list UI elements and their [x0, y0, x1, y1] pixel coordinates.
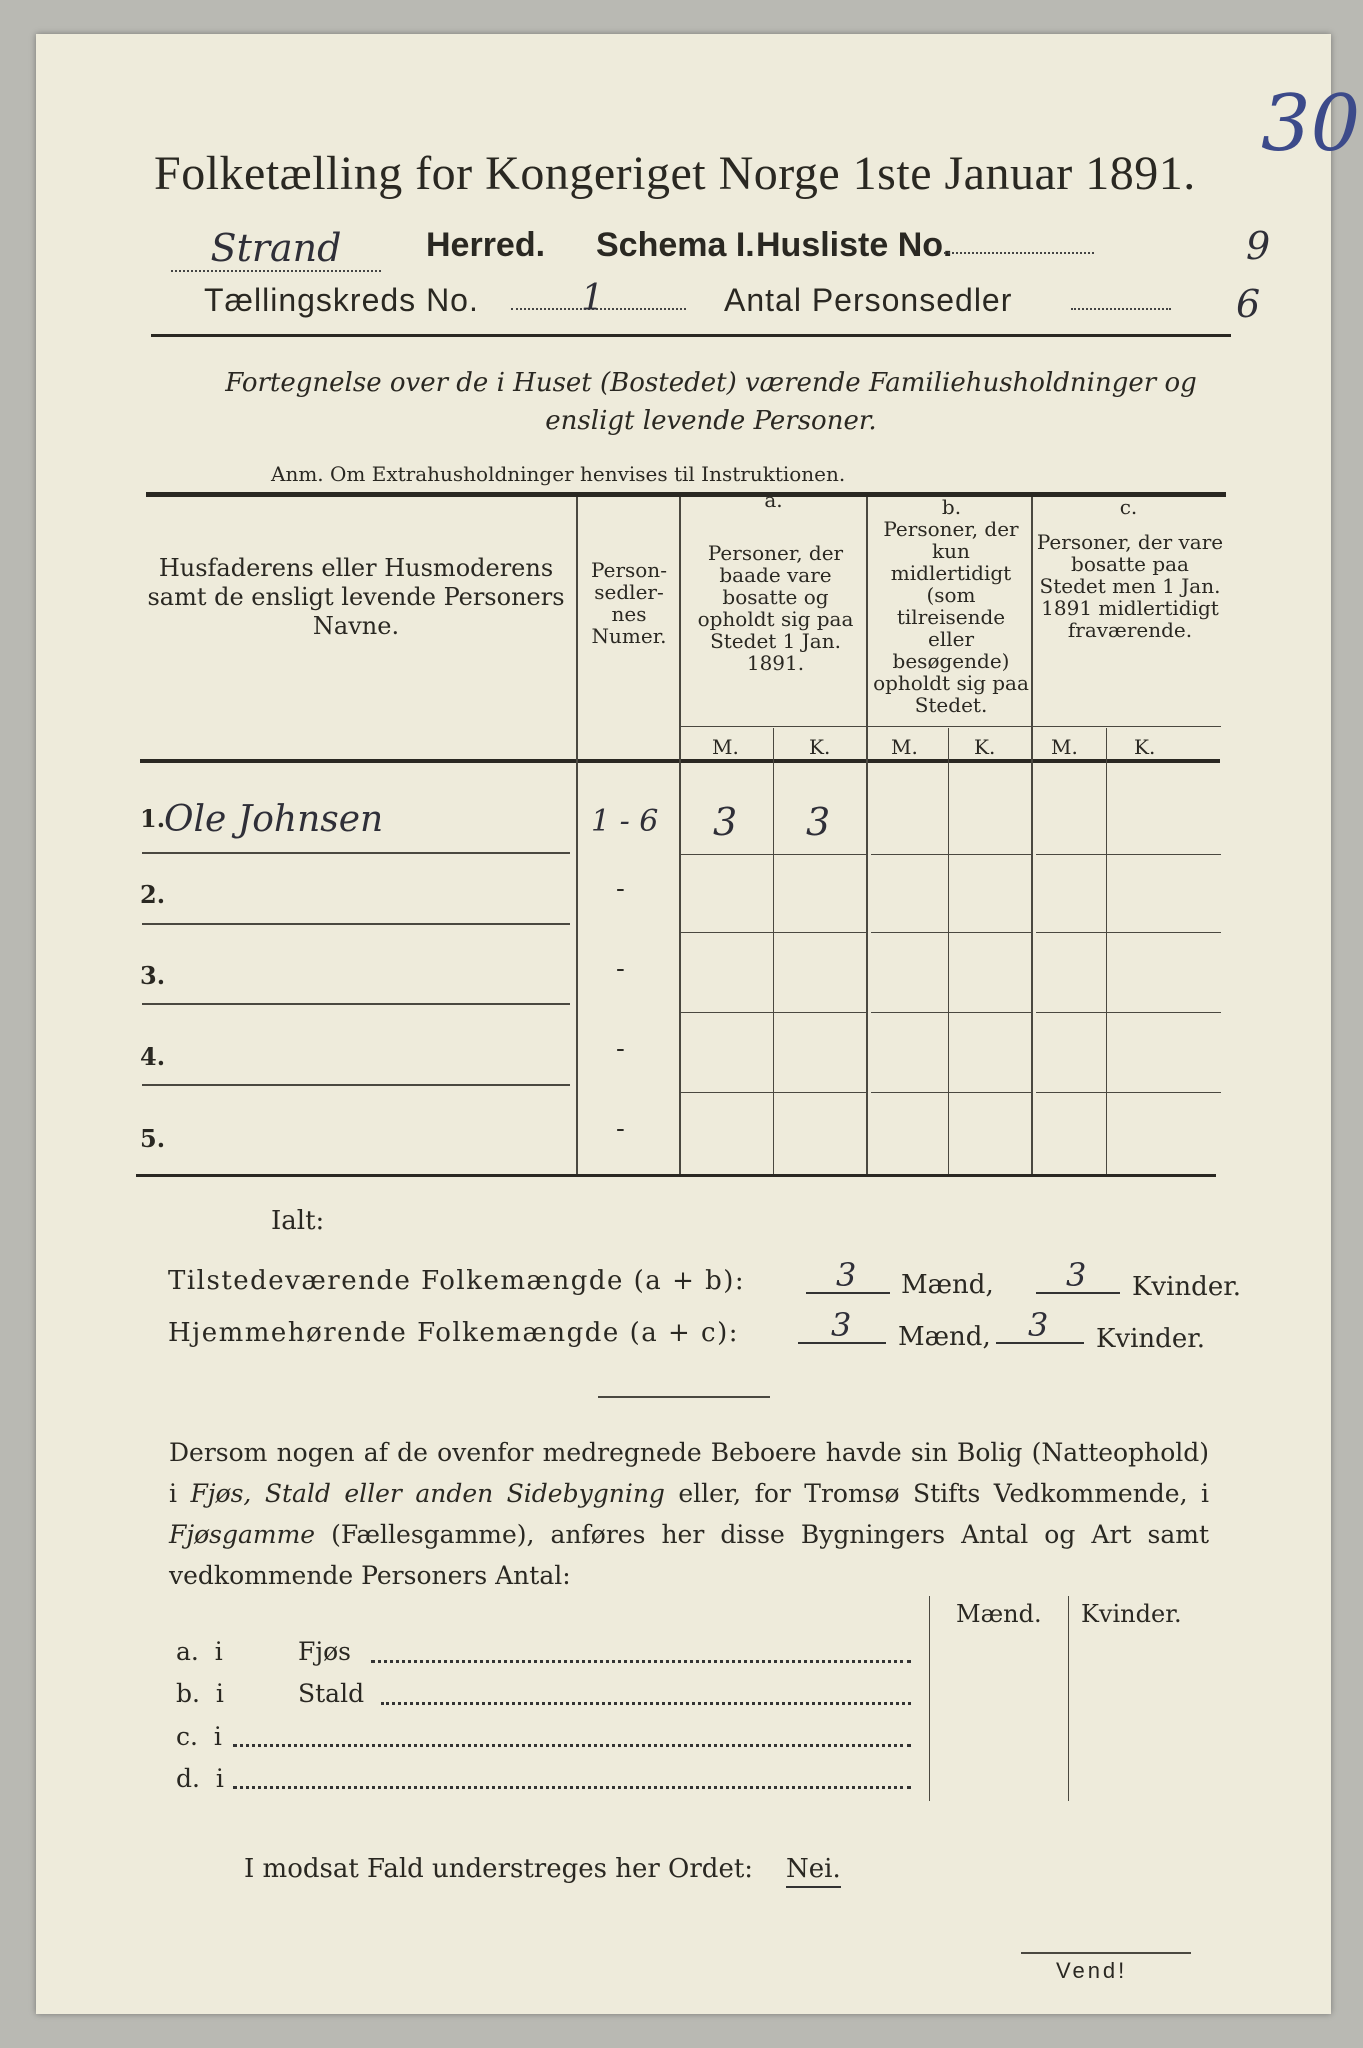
building-item-c: c. i: [176, 1722, 222, 1751]
taellingskreds-label: Tællingskreds No.: [204, 282, 479, 318]
building-item-b-label: Stald: [298, 1679, 365, 1708]
header-rule: [151, 334, 1231, 337]
form-title: Folketælling for Kongeriget Norge 1ste Januar 1891.: [154, 147, 1196, 200]
handwritten-page-number: 30: [1261, 79, 1361, 169]
antal-value: 6: [1236, 282, 1261, 326]
anm-note: Anm. Om Extrahusholdninger henvises til Instruktionen.: [271, 462, 846, 486]
separator-line: [598, 1396, 770, 1398]
row-numer: -: [616, 874, 625, 904]
row-number: 3.: [140, 961, 166, 990]
row-number: 4.: [140, 1042, 166, 1071]
row-number: 5.: [140, 1124, 166, 1153]
ialt-label: Ialt:: [271, 1206, 325, 1236]
row-numer: -: [616, 1034, 625, 1064]
tilsted-maend-word: Mænd,: [901, 1270, 994, 1300]
hjemme-kvinder: 3: [1028, 1306, 1049, 1344]
buildings-paragraph: Dersom nogen af de ovenfor medregnede Beboere havde sin Bolig (Natteophold) i Fjøs, Stald eller anden Sidebygning eller, for Tromsø Stifts Vedkommende, i Fjøsgamme (Fællesgamme), anføres her disse Bygningers Antal og Art samt vedkommende Personers Antal:: [169, 1438, 1209, 1590]
row-a-k: 3: [806, 800, 831, 844]
row-name: Ole Johnsen: [164, 799, 384, 840]
herred-field: [171, 226, 381, 272]
row-numer: -: [616, 1114, 625, 1144]
row-a-m: 3: [713, 800, 738, 844]
tilsted-kvinder: 3: [1066, 1256, 1087, 1294]
fortegnelse-text: Fortegnelse over de i Huset (Bostedet) værende Familiehusholdninger og ensligt levende Personer.: [225, 368, 1197, 436]
buildings-maend-header: Mænd.: [956, 1600, 1042, 1628]
row-number: 2.: [140, 880, 166, 909]
c-m-label: M.: [1051, 735, 1078, 759]
building-item-d: d. i: [176, 1764, 224, 1793]
row-numer: 1 - 6: [591, 804, 659, 839]
hjemme-kvinder-word: Kvinder.: [1096, 1324, 1206, 1354]
vend-text: Vend!: [1056, 1958, 1128, 1983]
col-header-c-letter: c.: [1119, 495, 1138, 519]
building-item-b: b. i: [176, 1679, 224, 1708]
taellingskreds-value: 1: [581, 278, 604, 319]
modsat-text: I modsat Fald understreges her Ordet:: [244, 1854, 754, 1884]
col-header-b: Personer, der kun midlertidigt (som tilreisende eller besøgende) opholdt sig paa Stedet.: [873, 517, 1029, 717]
table-bottom-rule: [136, 1174, 1216, 1177]
building-item-a-label: Fjøs: [298, 1637, 351, 1666]
hjemme-label: Hjemmehørende Folkemængde (a + c):: [168, 1318, 739, 1348]
col-header-a-letter: a.: [764, 488, 783, 512]
schema-label: Schema I.: [596, 226, 755, 264]
c-k-label: K.: [1134, 735, 1156, 759]
herred-value: Strand: [171, 226, 381, 272]
row-number: 1.: [140, 804, 166, 833]
col-header-a: Personer, der baade vare bosatte og opholdt sig paa Stedet 1 Jan. 1891.: [697, 541, 854, 675]
tilsted-maend: 3: [836, 1256, 857, 1294]
col-header-c: Personer, der vare bosatte paa Stedet men 1 Jan. 1891 midlertidigt fraværende.: [1036, 530, 1224, 642]
col-header-numer: Person-sedler-nes Numer.: [591, 558, 667, 648]
census-form-sheet: [36, 34, 1361, 2014]
tilsted-kvinder-word: Kvinder.: [1132, 1272, 1242, 1302]
building-item-a: a. i: [176, 1637, 223, 1666]
husliste-label: Husliste No.: [756, 226, 953, 264]
husliste-dots: [944, 252, 1094, 254]
antal-dots: [1071, 308, 1171, 310]
b-m-label: M.: [891, 735, 918, 759]
nei-word: Nei.: [786, 1854, 841, 1888]
col-header-b-letter: b.: [941, 495, 962, 519]
tilsted-label: Tilstedeværende Folkemængde (a + b):: [168, 1266, 746, 1296]
a-k-label: K.: [809, 735, 831, 759]
herred-label: Herred.: [426, 226, 546, 264]
col-header-names: Husfaderens eller Husmoderens samt de ensligt levende Personers Navne.: [147, 554, 565, 640]
b-k-label: K.: [974, 735, 996, 759]
row-numer: -: [616, 954, 625, 984]
hjemme-maend-word: Mænd,: [898, 1322, 991, 1352]
buildings-kvinder-header: Kvinder.: [1081, 1600, 1182, 1628]
husliste-value: 9: [1246, 224, 1271, 268]
a-m-label: M.: [712, 735, 739, 759]
hjemme-maend: 3: [831, 1306, 852, 1344]
antal-label: Antal Personsedler: [724, 282, 1013, 318]
